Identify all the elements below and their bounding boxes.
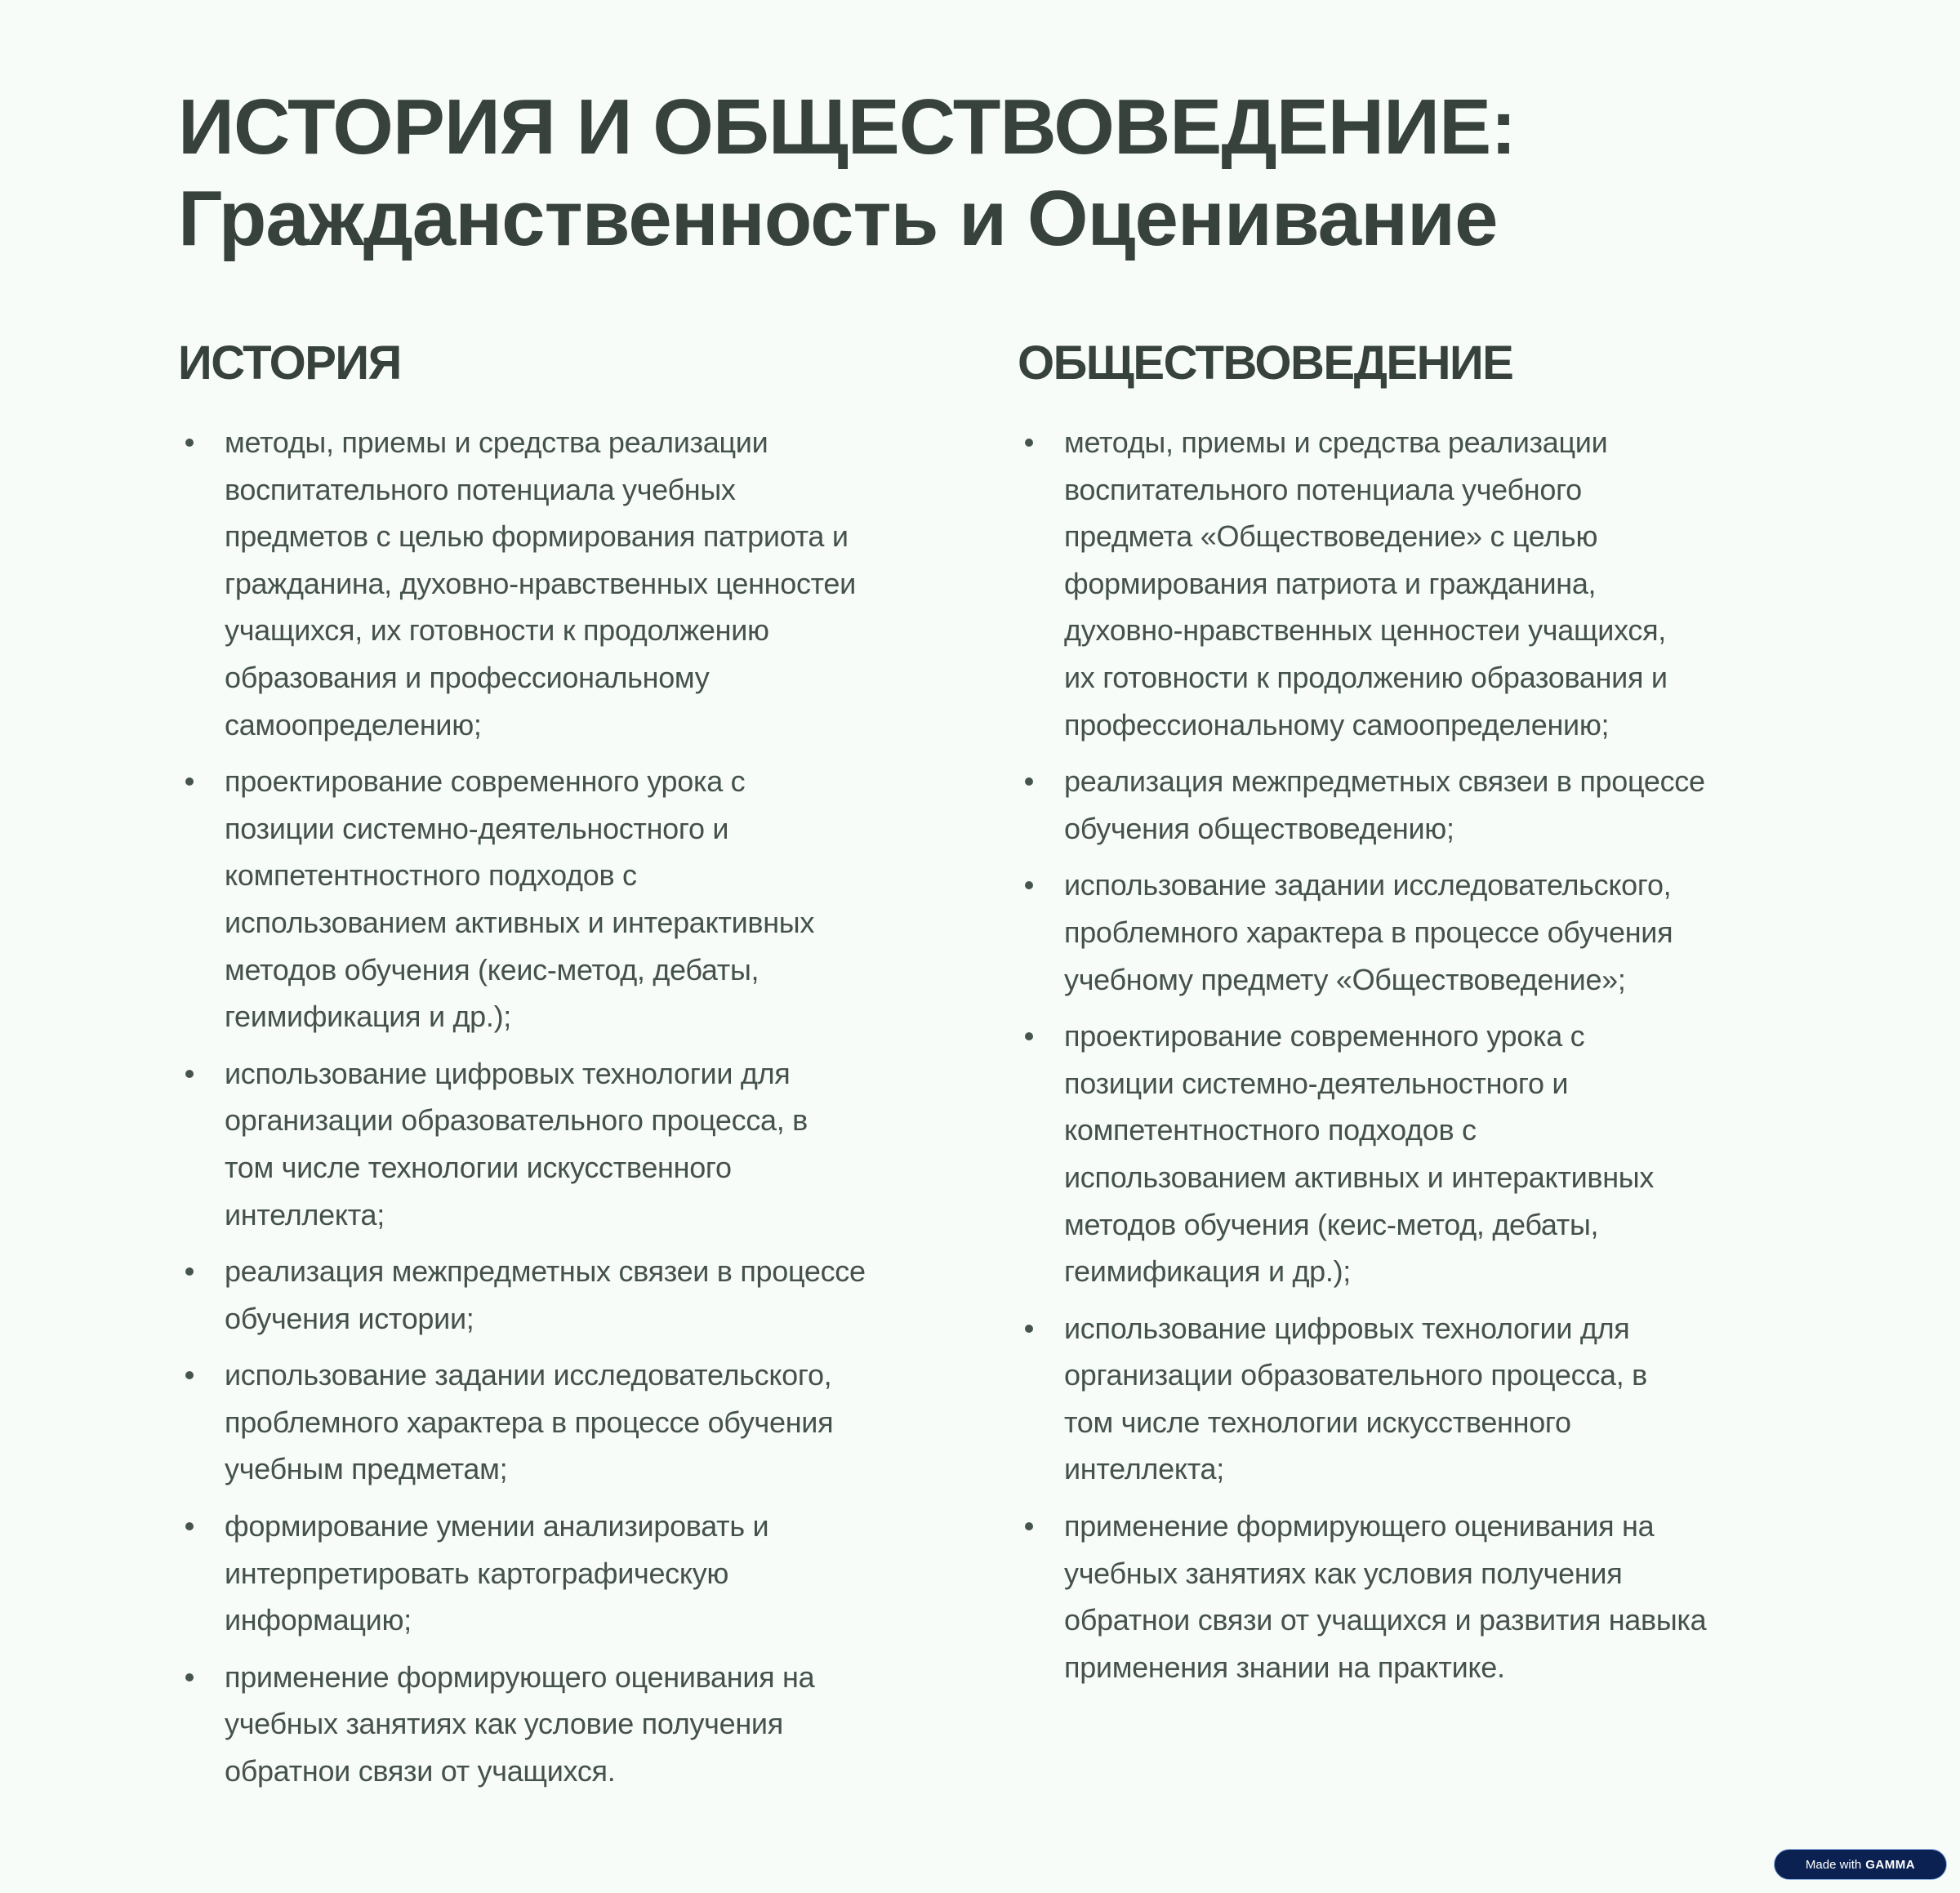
list-item-text-line: применение формирующего оценивания на bbox=[225, 1659, 815, 1694]
list-item-text-line: духовно-нравственных ценностеи учащихся, bbox=[1064, 613, 1666, 648]
list-item-text-line: предметов с целью формирования патриота и bbox=[225, 519, 849, 554]
bullet-icon bbox=[1025, 439, 1033, 447]
list-item-text-line: информацию; bbox=[225, 1603, 412, 1637]
list-item bbox=[1018, 1503, 1706, 1690]
bullet-icon bbox=[185, 1371, 194, 1379]
list-item-text-line: учебным предметам; bbox=[225, 1452, 508, 1486]
list-item-text-line: проблемного характера в процессе обучения bbox=[225, 1405, 834, 1439]
list-item bbox=[178, 1248, 866, 1342]
list-item-text-line: организации образовательного процесса, в bbox=[225, 1103, 808, 1138]
list-item-text-line: проектирование современного урока с bbox=[1064, 1019, 1585, 1053]
list-item-text-line: учебных занятиях как условие получения bbox=[225, 1707, 783, 1741]
list-item-text-line: использованием активных и интерактивных bbox=[1064, 1160, 1655, 1194]
list-item-text-line: реализация межпредметных связеи в процессе bbox=[225, 1254, 866, 1289]
bullet-icon bbox=[185, 1267, 194, 1276]
list-item bbox=[178, 1654, 866, 1795]
page-title-line-1: ИСТОРИЯ И ОБЩЕСТВОВЕДЕНИЕ: bbox=[178, 83, 1517, 171]
list-item bbox=[178, 1050, 866, 1238]
list-item-text-line: обратнои связи от учащихся. bbox=[225, 1754, 616, 1788]
list-item-text-line: реализация межпредметных связеи в процессе bbox=[1064, 764, 1705, 799]
list-item-text-line: обратнои связи от учащихся и развития навыка bbox=[1064, 1603, 1707, 1637]
list-item-text-line: позиции системно-деятельностного и bbox=[1064, 1066, 1569, 1100]
list-item-text-line: интерпретировать картографическую bbox=[225, 1556, 729, 1590]
list-item bbox=[178, 1503, 866, 1644]
list-item bbox=[1018, 1305, 1706, 1493]
list-item-text-line: геимификация и др.); bbox=[225, 1000, 511, 1034]
list-item bbox=[178, 1352, 866, 1493]
bullet-icon bbox=[185, 439, 194, 447]
history-column bbox=[178, 331, 962, 1788]
list-item-text-line: использование цифровых технологии для bbox=[225, 1056, 791, 1090]
list-item bbox=[178, 758, 866, 1040]
list-item bbox=[1018, 758, 1706, 852]
list-item-text-line: применения знании на практике. bbox=[1064, 1650, 1505, 1684]
list-item-text-line: позиции системно-деятельностного и bbox=[225, 811, 729, 845]
list-item bbox=[1018, 419, 1706, 748]
bullet-icon bbox=[185, 1070, 194, 1078]
page-title bbox=[178, 82, 1516, 265]
list-item-text-line: применение формирующего оценивания на bbox=[1064, 1509, 1655, 1543]
list-item-text-line: методов обучения (кеис-метод, дебаты, bbox=[225, 952, 760, 987]
list-item-text-line: интеллекта; bbox=[225, 1197, 385, 1232]
list-item-text-line: использованием активных и интерактивных bbox=[225, 905, 815, 939]
list-item-text-line: их готовности к продолжению образования и bbox=[1064, 660, 1668, 694]
list-item-text-line: использование задании исследовательского, bbox=[1064, 868, 1672, 902]
badge-prefix: Made with bbox=[1805, 1857, 1862, 1872]
made-with-gamma-badge[interactable] bbox=[1774, 1849, 1947, 1880]
bullet-icon bbox=[1025, 777, 1033, 786]
social-studies-heading: ОБЩЕСТВОВЕДЕНИЕ bbox=[1018, 336, 1513, 390]
list-item-text-line: учебному предмету «Обществоведение»; bbox=[1064, 962, 1626, 996]
list-item-text-line: компетентностного подходов с bbox=[1064, 1113, 1477, 1147]
social-studies-list bbox=[1018, 419, 1706, 1700]
list-item-text-line: учебных занятиях как условия получения bbox=[1064, 1556, 1623, 1590]
bullet-icon bbox=[1025, 1032, 1033, 1040]
list-item-text-line: интеллекта; bbox=[1064, 1452, 1224, 1486]
list-item-text-line: обучения обществоведению; bbox=[1064, 811, 1454, 845]
list-item-text-line: проектирование современного урока с bbox=[225, 764, 746, 799]
list-item-text-line: компетентностного подходов с bbox=[225, 858, 637, 893]
list-item-text-line: использование задании исследовательского, bbox=[225, 1358, 832, 1392]
bullet-icon bbox=[1025, 1522, 1033, 1530]
list-item bbox=[1018, 862, 1706, 1003]
list-item-text-line: организации образовательного процесса, в bbox=[1064, 1358, 1647, 1392]
list-item-text-line: гражданина, духовно-нравственных ценностеи bbox=[225, 566, 856, 600]
list-item-text-line: воспитательного потенциала учебных bbox=[225, 472, 736, 506]
list-item bbox=[1018, 1013, 1706, 1295]
bullet-icon bbox=[1025, 1325, 1033, 1333]
bullet-icon bbox=[185, 777, 194, 786]
list-item bbox=[178, 419, 866, 748]
list-item-text-line: проблемного характера в процессе обучения bbox=[1064, 915, 1673, 949]
list-item-text-line: том числе технологии искусственного bbox=[1064, 1405, 1571, 1439]
list-item-text-line: самоопределению; bbox=[225, 707, 482, 742]
list-item-text-line: формирование умении анализировать и bbox=[225, 1509, 769, 1543]
bullet-icon bbox=[185, 1522, 194, 1530]
list-item-text-line: геимификация и др.); bbox=[1064, 1254, 1351, 1289]
bullet-icon bbox=[1025, 881, 1033, 889]
list-item-text-line: методы, приемы и средства реализации bbox=[225, 425, 768, 459]
list-item-text-line: обучения истории; bbox=[225, 1301, 474, 1335]
list-item-text-line: формирования патриота и гражданина, bbox=[1064, 566, 1597, 600]
list-item-text-line: методы, приемы и средства реализации bbox=[1064, 425, 1608, 459]
list-item-text-line: профессиональному самоопределению; bbox=[1064, 707, 1610, 742]
social-studies-column bbox=[1018, 331, 1802, 1684]
list-item-text-line: том числе технологии искусственного bbox=[225, 1150, 732, 1184]
history-heading: ИСТОРИЯ bbox=[178, 336, 401, 390]
page-title-line-2: Гражданственность и Оценивание bbox=[178, 175, 1498, 262]
list-item-text-line: воспитательного потенциала учебного bbox=[1064, 472, 1582, 506]
list-item-text-line: учащихся, их готовности к продолжению bbox=[225, 613, 769, 648]
list-item-text-line: предмета «Обществоведение» с целью bbox=[1064, 519, 1598, 554]
gamma-logo: GAMMA bbox=[1865, 1857, 1916, 1872]
list-item-text-line: методов обучения (кеис-метод, дебаты, bbox=[1064, 1207, 1599, 1241]
list-item-text-line: использование цифровых технологии для bbox=[1064, 1311, 1630, 1345]
bullet-icon bbox=[185, 1673, 194, 1681]
history-list bbox=[178, 419, 866, 1805]
list-item-text-line: образования и профессиональному bbox=[225, 660, 710, 694]
